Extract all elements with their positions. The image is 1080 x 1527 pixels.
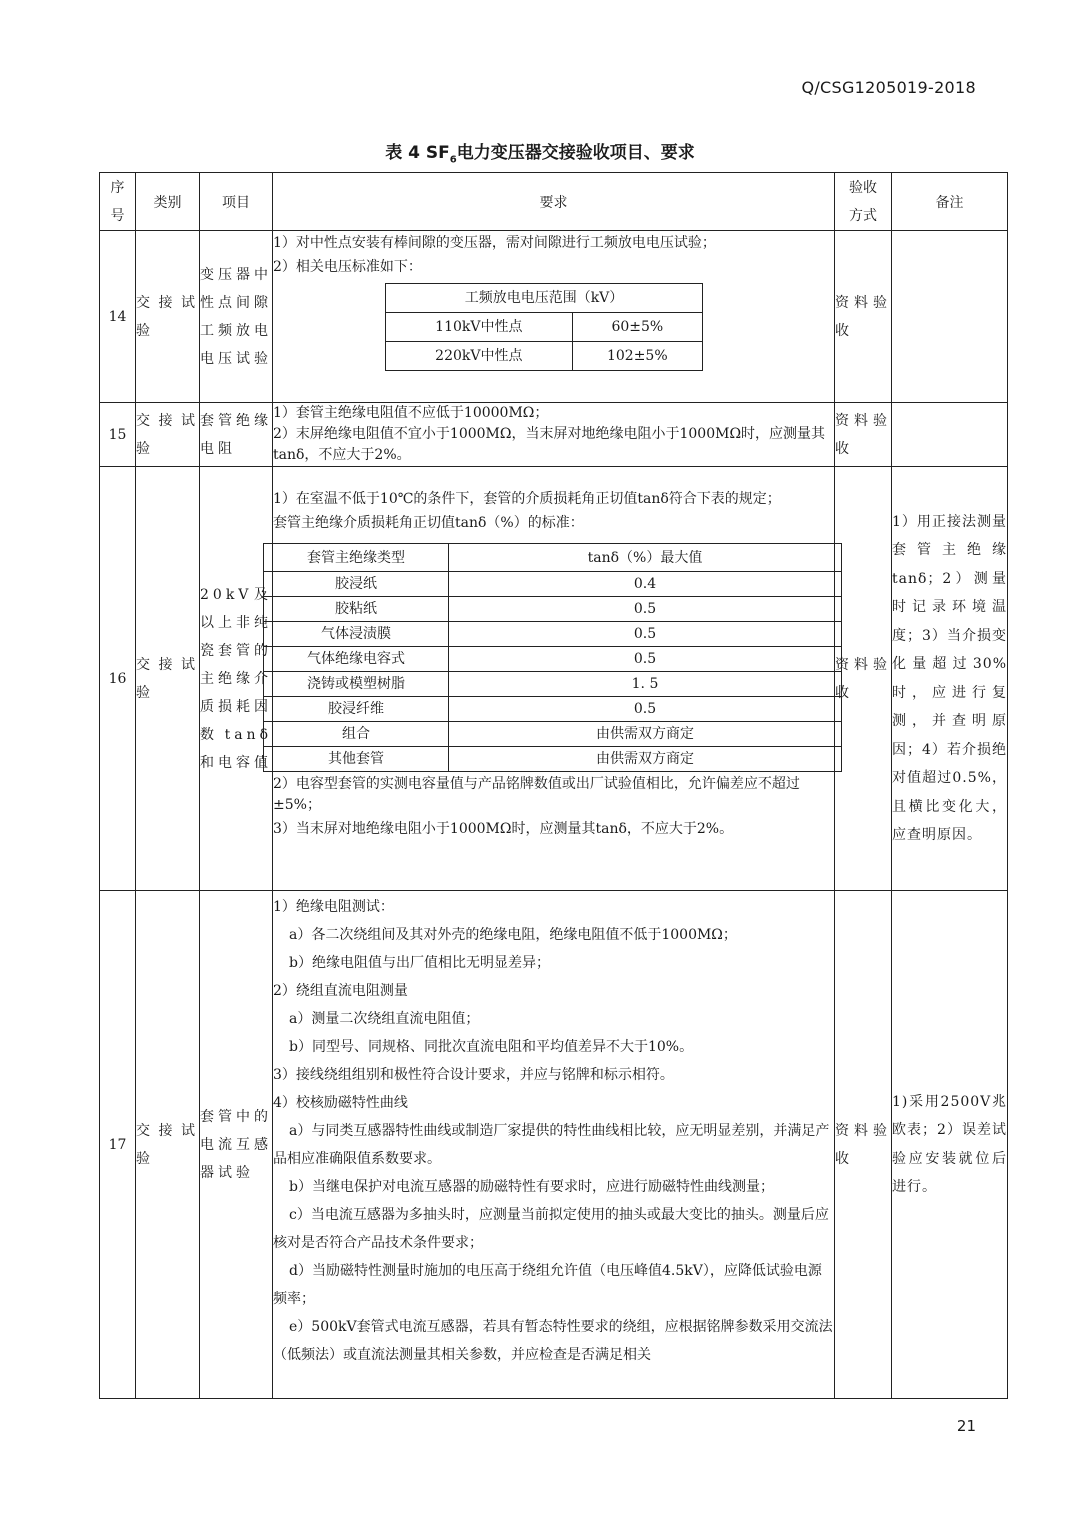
tan-table-cell: 气体浸渍膜 [264,622,449,647]
requirement-line: 2）绕组直流电阻测量 [273,983,408,999]
header-requirement: 要求 [273,173,835,231]
row-note [892,231,1008,403]
requirement-line: 1）套管主绝缘电阻值不应低于10000MΩ； [273,405,549,421]
row-note: 1)采用2500V兆欧表；2）误差试验应安装就位后进行。 [892,891,1008,1399]
header-item: 项目 [200,173,273,231]
voltage-table-cell: 102±5% [572,342,702,371]
tan-table-cell: 组合 [264,722,449,747]
requirement-line: b）绝缘电阻值与出厂值相比无明显差异； [289,955,550,971]
tan-table-cell: 胶浸纸 [264,572,449,597]
row-method: 资料验收 [835,467,892,891]
requirement-line: 3）当末屏对地绝缘电阻小于1000MΩ时，应测量其tanδ，不应大于2%。 [273,821,734,837]
tan-table-cell: 1. 5 [449,672,842,697]
tan-table-cell: 0.5 [449,622,842,647]
row-requirement [273,403,835,467]
row-category: 交接试验 [136,231,200,403]
requirement-line: a）与同类互感器特性曲线或制造厂家提供的特性曲线相比较，应无明显差别，并满足产品相应准确限值系数要求。 [273,1123,830,1167]
requirement-line: e）500kV套管式电流互感器，若具有暂态特性要求的绕组，应根据铭牌参数采用交流法（低频法）或直流法测量其相关参数，并应检查是否满足相关 [273,1319,833,1363]
tan-table-cell: 浇铸或模塑树脂 [264,672,449,697]
requirement-line: 2）末屏绝缘电阻值不宜小于1000MΩ，当末屏对地绝缘电阻小于1000MΩ时，应测量其tanδ，不应大于2%。 [273,426,826,463]
tan-table-cell: 0.4 [449,572,842,597]
row-seq: 17 [100,891,136,1399]
row-item: 套管绝缘电阻 [200,403,273,467]
tan-delta-table [263,543,842,772]
header-method: 验收方式 [835,173,892,231]
tan-table-cell: 由供需双方商定 [449,747,842,772]
voltage-standard-table [385,283,703,371]
requirement-line: d）当励磁特性测量时施加的电压高于绕组允许值（电压峰值4.5kV），应降低试验电源频率； [273,1263,822,1307]
page-number: 21 [956,1417,976,1435]
document-code: Q/CSG1205019-2018 [801,78,976,97]
header-category: 类别 [136,173,200,231]
row-item: 20kV及以上非纯瓷套管的主绝缘介质损耗因数tanδ和电容值 [200,467,273,891]
tan-table-cell: 0.5 [449,647,842,672]
row-item: 变压器中性点间隙工频放电电压试验 [200,231,273,403]
table-row [100,403,1008,467]
requirement-line: 1）在室温不低于10℃的条件下，套管的介质损耗角正切值tanδ符合下表的规定； [273,491,781,507]
row-requirement [273,891,835,1399]
row-note: 1）用正接法测量套管主绝缘tanδ；2）测量时记录环境温度；3）当介损变化量超过30%时，应进行复测，并查明原因；4）若介损绝对值超过0.5%，且横比变化大，应查明原因。 [892,467,1008,891]
requirement-line: 4）校核励磁特性曲线 [273,1095,408,1111]
row-seq: 15 [100,403,136,467]
table-row [100,467,1008,891]
row-category: 交接试验 [136,891,200,1399]
row-method: 资料验收 [835,403,892,467]
row-seq: 16 [100,467,136,891]
requirement-line: 套管主绝缘介质损耗角正切值tanδ（%）的标准： [273,515,584,531]
table-row [100,891,1008,1399]
acceptance-table [99,172,1008,1399]
header-note: 备注 [892,173,1008,231]
requirement-line: 1）绝缘电阻测试： [273,899,394,915]
row-item: 套管中的电流互感器试验 [200,891,273,1399]
row-requirement [273,467,835,891]
tan-table-cell: 胶粘纸 [264,597,449,622]
requirement-line: b）当继电保护对电流互感器的励磁特性有要求时，应进行励磁特性曲线测量； [289,1179,774,1195]
voltage-table-cell: 110kV中性点 [386,313,573,342]
tan-table-cell: 0.5 [449,697,842,722]
voltage-table-header: 工频放电电压范围（kV） [386,284,703,313]
voltage-table-cell: 60±5% [572,313,702,342]
tan-table-header: tanδ（%）最大值 [449,544,842,572]
tan-table-cell: 胶浸纤维 [264,697,449,722]
requirement-line: 1）对中性点安装有棒间隙的变压器，需对间隙进行工频放电电压试验； [273,235,716,251]
row-category: 交接试验 [136,403,200,467]
header-seq: 序号 [100,173,136,231]
row-method: 资料验收 [835,231,892,403]
table-title: 表 4 $SF_6$电力变压器交接验收项目、要求 [385,143,695,166]
table-header-row [100,173,1008,231]
requirement-line: b）同型号、同规格、同批次直流电阻和平均值差异不大于10%。 [289,1039,694,1055]
requirement-line: a）各二次绕组间及其对外壳的绝缘电阻，绝缘电阻值不低于1000MΩ； [289,927,737,943]
requirement-line: 2）电容型套管的实测电容量值与产品铭牌数值或出厂试验值相比，允许偏差应不超过±5%； [273,776,800,813]
tan-table-cell: 气体绝缘电容式 [264,647,449,672]
row-requirement [273,231,835,403]
requirement-line: 2）相关电压标准如下： [273,259,422,275]
tan-table-cell: 0.5 [449,597,842,622]
tan-table-header: 套管主绝缘类型 [264,544,449,572]
row-seq: 14 [100,231,136,403]
requirement-line: c）当电流互感器为多抽头时，应测量当前拟定使用的抽头或最大变比的抽头。测量后应核对是否符合产品技术条件要求； [273,1207,829,1251]
tan-table-cell: 其他套管 [264,747,449,772]
row-note [892,403,1008,467]
requirement-line: a）测量二次绕组直流电阻值； [289,1011,480,1027]
requirement-line: 3）接线绕组组别和极性符合设计要求，并应与铭牌和标示相符。 [273,1067,674,1083]
row-method: 资料验收 [835,891,892,1399]
voltage-table-cell: 220kV中性点 [386,342,573,371]
row-category: 交接试验 [136,467,200,891]
table-row [100,231,1008,403]
tan-table-cell: 由供需双方商定 [449,722,842,747]
